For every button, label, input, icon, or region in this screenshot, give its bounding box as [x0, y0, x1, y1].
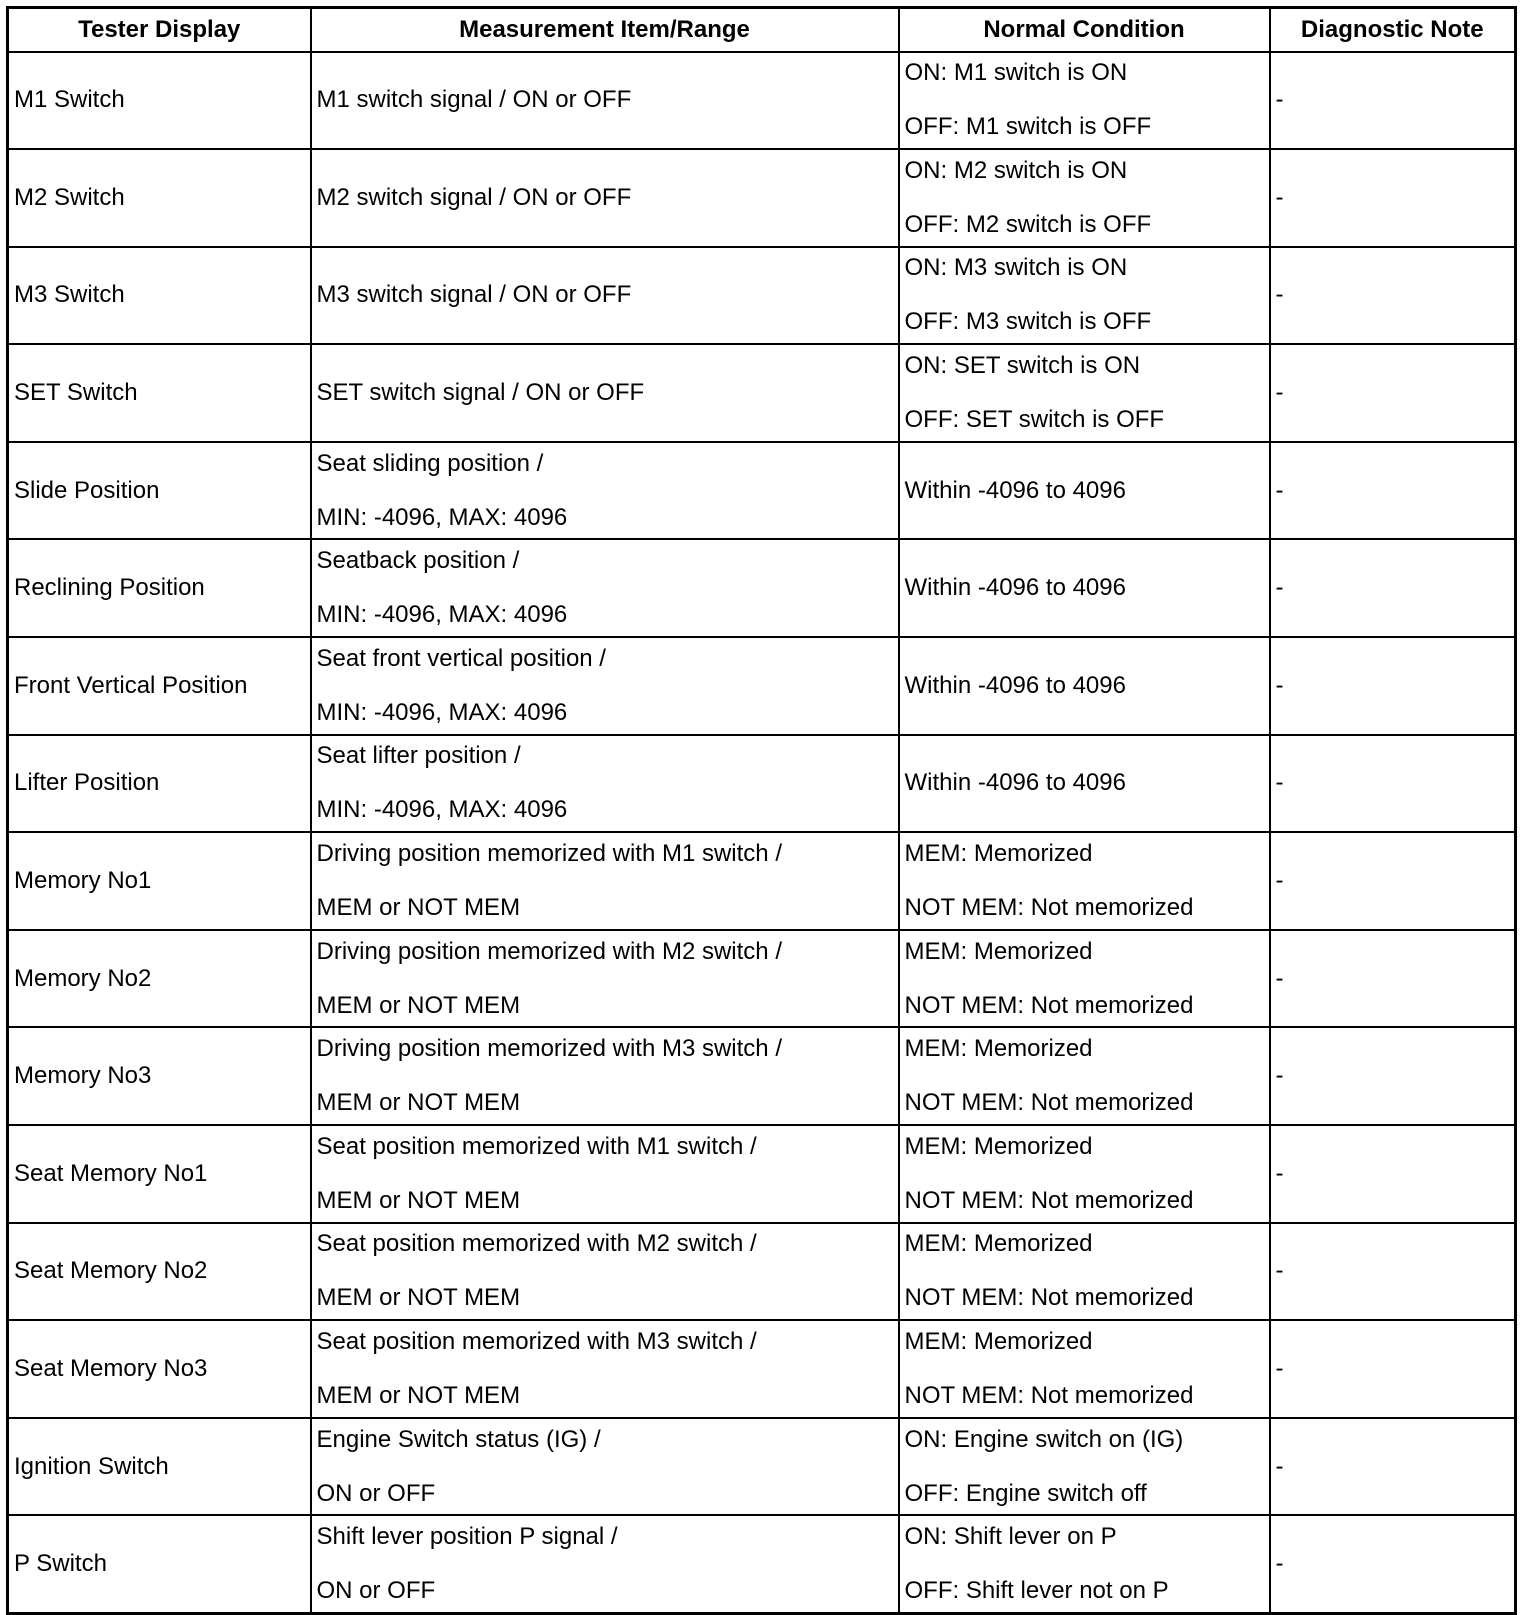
- measurement-item-cell-line: MEM or NOT MEM: [316, 1382, 521, 1410]
- table-row: [8, 930, 1516, 1028]
- table-row: [8, 247, 1516, 345]
- tester-display-cell: Memory No2: [8, 930, 311, 1028]
- normal-condition-cell: [899, 637, 1270, 735]
- diagnostic-note-cell: -: [1270, 442, 1516, 540]
- normal-condition-cell-line: MEM: Memorized: [904, 1035, 1093, 1063]
- table-row: [8, 149, 1516, 247]
- tester-display-cell: Front Vertical Position: [8, 637, 311, 735]
- normal-condition-cell-line: NOT MEM: Not memorized: [904, 1382, 1194, 1410]
- table-row: [8, 442, 1516, 540]
- tester-display-cell: Seat Memory No2: [8, 1223, 311, 1321]
- normal-condition-cell-line: MEM: Memorized: [904, 937, 1093, 965]
- header-tester-display: Tester Display: [8, 8, 311, 52]
- measurement-item-cell: [311, 344, 899, 442]
- measurement-item-cell: [311, 1418, 899, 1516]
- normal-condition-cell-line: ON: M2 switch is ON: [904, 156, 1128, 184]
- table-row: [8, 1418, 1516, 1516]
- measurement-item-cell: [311, 930, 899, 1028]
- measurement-item-cell: [311, 637, 899, 735]
- measurement-item-cell: [311, 247, 899, 345]
- normal-condition-cell-line: Within -4096 to 4096: [904, 476, 1126, 504]
- diagnostic-note-cell: -: [1270, 52, 1516, 150]
- normal-condition-cell-line: ON: M1 switch is ON: [904, 59, 1128, 87]
- table-row: [8, 637, 1516, 735]
- diagnostic-note-cell: -: [1270, 735, 1516, 833]
- header-row: [8, 8, 1516, 52]
- tester-display-cell: Memory No3: [8, 1027, 311, 1125]
- table-row: [8, 344, 1516, 442]
- diagnostic-note-cell: -: [1270, 539, 1516, 637]
- table-row: [8, 1125, 1516, 1223]
- diagnostic-note-cell: -: [1270, 344, 1516, 442]
- header-measurement-item: Measurement Item/Range: [311, 8, 899, 52]
- normal-condition-cell-line: ON: Engine switch on (IG): [904, 1425, 1184, 1453]
- normal-condition-cell-line: ON: M3 switch is ON: [904, 254, 1128, 282]
- normal-condition-cell: [899, 1027, 1270, 1125]
- measurement-item-cell-line: MEM or NOT MEM: [316, 1284, 521, 1312]
- table-row: [8, 1320, 1516, 1418]
- normal-condition-cell-line: Within -4096 to 4096: [904, 671, 1126, 699]
- normal-condition-cell-line: ON: SET switch is ON: [904, 352, 1141, 380]
- header-normal-condition: Normal Condition: [899, 8, 1270, 52]
- diagnostic-note-cell: -: [1270, 149, 1516, 247]
- normal-condition-cell: [899, 1418, 1270, 1516]
- diagnostic-note-cell: -: [1270, 930, 1516, 1028]
- normal-condition-cell-line: MEM: Memorized: [904, 840, 1093, 868]
- measurement-item-cell-line: ON or OFF: [316, 1576, 436, 1604]
- table-row: [8, 1515, 1516, 1613]
- normal-condition-cell: [899, 832, 1270, 930]
- diagnostic-note-cell: -: [1270, 1223, 1516, 1321]
- tester-display-cell: SET Switch: [8, 344, 311, 442]
- measurement-item-cell: [311, 735, 899, 833]
- measurement-item-cell-line: Driving position memorized with M1 switch /: [316, 840, 782, 868]
- normal-condition-cell: [899, 52, 1270, 150]
- table-row: [8, 52, 1516, 150]
- measurement-item-cell: [311, 52, 899, 150]
- table-body: [8, 52, 1516, 1614]
- measurement-item-cell-line: Seat position memorized with M1 switch /: [316, 1132, 757, 1160]
- measurement-item-cell-line: M2 switch signal / ON or OFF: [316, 183, 632, 211]
- tester-display-cell: M2 Switch: [8, 149, 311, 247]
- measurement-item-cell: [311, 1027, 899, 1125]
- measurement-item-cell: [311, 832, 899, 930]
- normal-condition-cell: [899, 735, 1270, 833]
- tester-display-cell: Reclining Position: [8, 539, 311, 637]
- tester-display-cell: Ignition Switch: [8, 1418, 311, 1516]
- measurement-item-cell: [311, 539, 899, 637]
- diagnostic-note-cell: -: [1270, 1027, 1516, 1125]
- normal-condition-cell: [899, 539, 1270, 637]
- diagnostic-note-cell: -: [1270, 637, 1516, 735]
- diagnostic-note-cell: -: [1270, 247, 1516, 345]
- normal-condition-cell-line: MEM: Memorized: [904, 1132, 1093, 1160]
- tester-display-cell: Slide Position: [8, 442, 311, 540]
- measurement-item-cell-line: MIN: -4096, MAX: 4096: [316, 601, 568, 629]
- normal-condition-cell-line: OFF: M2 switch is OFF: [904, 210, 1152, 238]
- table-row: [8, 735, 1516, 833]
- measurement-item-cell-line: Shift lever position P signal /: [316, 1522, 618, 1550]
- normal-condition-cell-line: OFF: Engine switch off: [904, 1479, 1147, 1507]
- table-row: [8, 832, 1516, 930]
- diagnostic-note-cell: -: [1270, 832, 1516, 930]
- tester-display-cell: M3 Switch: [8, 247, 311, 345]
- tester-display-cell: Seat Memory No3: [8, 1320, 311, 1418]
- normal-condition-cell: [899, 1320, 1270, 1418]
- normal-condition-cell-line: NOT MEM: Not memorized: [904, 1089, 1194, 1117]
- measurement-item-cell-line: Seat lifter position /: [316, 742, 521, 770]
- tester-display-cell: Memory No1: [8, 832, 311, 930]
- normal-condition-cell-line: NOT MEM: Not memorized: [904, 894, 1194, 922]
- normal-condition-cell: [899, 1223, 1270, 1321]
- data-monitor-table: [6, 6, 1517, 1615]
- normal-condition-cell-line: Within -4096 to 4096: [904, 769, 1126, 797]
- diagnostic-note-cell: -: [1270, 1515, 1516, 1613]
- tester-display-cell: M1 Switch: [8, 52, 311, 150]
- normal-condition-cell-line: OFF: SET switch is OFF: [904, 406, 1165, 434]
- normal-condition-cell: [899, 247, 1270, 345]
- measurement-item-cell-line: ON or OFF: [316, 1479, 436, 1507]
- measurement-item-cell: [311, 1125, 899, 1223]
- normal-condition-cell-line: ON: Shift lever on P: [904, 1522, 1117, 1550]
- measurement-item-cell-line: Driving position memorized with M2 switch /: [316, 937, 782, 965]
- normal-condition-cell-line: MEM: Memorized: [904, 1230, 1093, 1258]
- normal-condition-cell-line: NOT MEM: Not memorized: [904, 1284, 1194, 1312]
- measurement-item-cell-line: MEM or NOT MEM: [316, 1186, 521, 1214]
- tester-display-cell: Seat Memory No1: [8, 1125, 311, 1223]
- normal-condition-cell-line: Within -4096 to 4096: [904, 574, 1126, 602]
- measurement-item-cell-line: M1 switch signal / ON or OFF: [316, 86, 632, 114]
- tester-display-cell: P Switch: [8, 1515, 311, 1613]
- normal-condition-cell: [899, 1515, 1270, 1613]
- measurement-item-cell-line: MEM or NOT MEM: [316, 991, 521, 1019]
- measurement-item-cell: [311, 149, 899, 247]
- measurement-item-cell-line: MEM or NOT MEM: [316, 1089, 521, 1117]
- measurement-item-cell-line: Seatback position /: [316, 547, 520, 575]
- normal-condition-cell: [899, 442, 1270, 540]
- normal-condition-cell: [899, 344, 1270, 442]
- measurement-item-cell-line: MIN: -4096, MAX: 4096: [316, 698, 568, 726]
- measurement-item-cell-line: M3 switch signal / ON or OFF: [316, 281, 632, 309]
- table-row: [8, 1027, 1516, 1125]
- diagnostic-note-cell: -: [1270, 1125, 1516, 1223]
- table-row: [8, 1223, 1516, 1321]
- measurement-item-cell-line: MIN: -4096, MAX: 4096: [316, 503, 568, 531]
- normal-condition-cell-line: NOT MEM: Not memorized: [904, 991, 1194, 1019]
- tester-display-cell: Lifter Position: [8, 735, 311, 833]
- normal-condition-cell-line: OFF: Shift lever not on P: [904, 1576, 1169, 1604]
- normal-condition-cell: [899, 930, 1270, 1028]
- diagnostic-note-cell: -: [1270, 1320, 1516, 1418]
- measurement-item-cell-line: MEM or NOT MEM: [316, 894, 521, 922]
- measurement-item-cell-line: Engine Switch status (IG) /: [316, 1425, 601, 1453]
- measurement-item-cell-line: Driving position memorized with M3 switch /: [316, 1035, 782, 1063]
- measurement-item-cell-line: Seat position memorized with M2 switch /: [316, 1230, 757, 1258]
- normal-condition-cell: [899, 1125, 1270, 1223]
- normal-condition-cell-line: OFF: M1 switch is OFF: [904, 113, 1152, 141]
- header-diagnostic-note: Diagnostic Note: [1270, 8, 1516, 52]
- measurement-item-cell: [311, 442, 899, 540]
- measurement-item-cell-line: MIN: -4096, MAX: 4096: [316, 796, 568, 824]
- table-row: [8, 539, 1516, 637]
- measurement-item-cell-line: Seat sliding position /: [316, 449, 544, 477]
- measurement-item-cell: [311, 1320, 899, 1418]
- measurement-item-cell-line: Seat position memorized with M3 switch /: [316, 1328, 757, 1356]
- measurement-item-cell-line: SET switch signal / ON or OFF: [316, 379, 645, 407]
- measurement-item-cell-line: Seat front vertical position /: [316, 644, 606, 672]
- measurement-item-cell: [311, 1515, 899, 1613]
- normal-condition-cell: [899, 149, 1270, 247]
- normal-condition-cell-line: NOT MEM: Not memorized: [904, 1186, 1194, 1214]
- diagnostic-note-cell: -: [1270, 1418, 1516, 1516]
- normal-condition-cell-line: OFF: M3 switch is OFF: [904, 308, 1152, 336]
- measurement-item-cell: [311, 1223, 899, 1321]
- normal-condition-cell-line: MEM: Memorized: [904, 1328, 1093, 1356]
